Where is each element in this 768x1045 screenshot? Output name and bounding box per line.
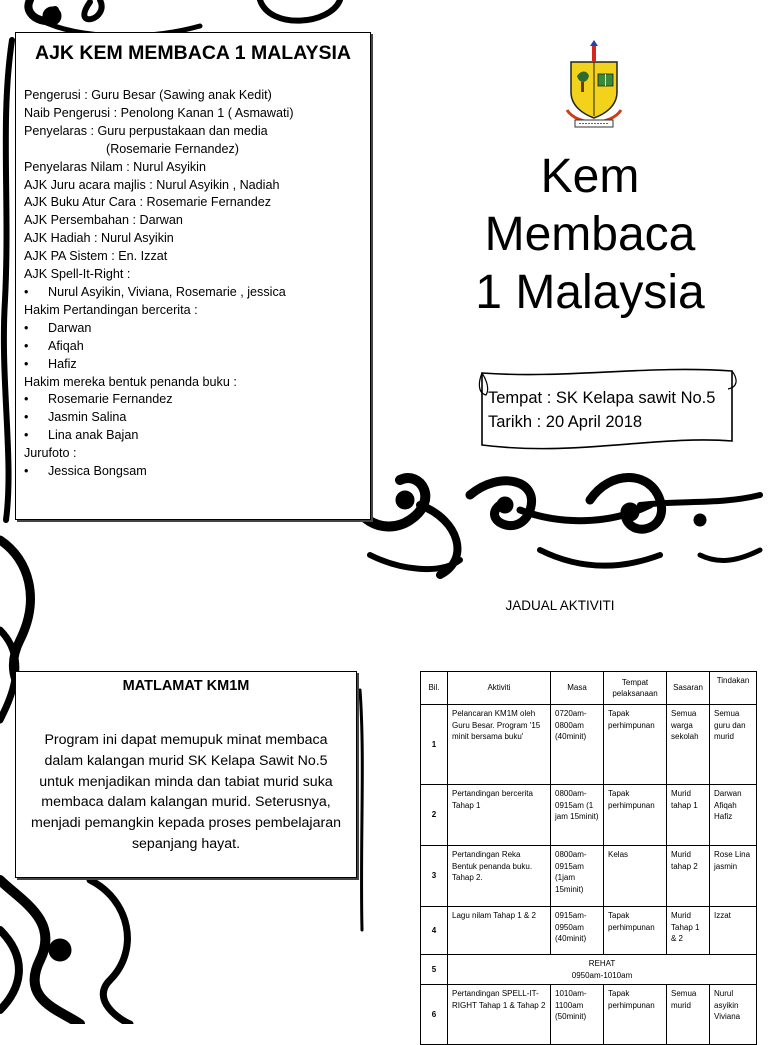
table-row-rehat xyxy=(421,955,757,985)
cell-tempat: Tapak perhimpunan xyxy=(604,985,667,1045)
matlamat-title: MATLAMAT KM1M xyxy=(122,678,250,694)
ajk-member-bullet: • Hafiz xyxy=(24,356,370,374)
table-header-row xyxy=(421,672,757,705)
ajk-member-bullet: • Nurul Asyikin, Viviana, Rosemarie , jessica xyxy=(24,284,370,302)
matlamat-body: Program ini dapat memupuk minat membaca dalam kalangan murid SK Kelapa Sawit No.5 untuk menjadikan minda dan tabiat murid suka membaca dalam kalangan murid. Seterusnya, menjadi pemangkin kepada proses pembelajaran sepanjang hayat. xyxy=(31,732,341,852)
column-header: Sasaran xyxy=(667,672,710,705)
cell-aktiviti: Pertandingan SPELL-IT-RIGHT Tahap 1 & Tahap 2 xyxy=(448,985,551,1045)
ajk-line: AJK Spell-It-Right : xyxy=(24,267,131,282)
column-header: Tindakan xyxy=(710,672,757,705)
cell-masa: 1010am-1100am (50minit) xyxy=(551,985,604,1045)
ajk-line: AJK Persembahan : Darwan xyxy=(24,213,183,228)
cell-tindakan: Nurul asyikin Viviana xyxy=(710,985,757,1045)
venue-info xyxy=(488,386,715,434)
venue-tarikh: Tarikh : 20 April 2018 xyxy=(488,413,643,431)
cell-bil: 3 xyxy=(421,846,448,907)
cell-tempat: Tapak perhimpunan xyxy=(604,785,667,846)
cell-sasaran: Murid tahap 1 xyxy=(667,785,710,846)
ajk-member-bullet: • Rosemarie Fernandez xyxy=(24,391,370,409)
cell-bil: 1 xyxy=(421,705,448,785)
cell-tindakan: Izzat xyxy=(710,907,757,955)
venue-tempat: Tempat : SK Kelapa sawit No.5 xyxy=(488,389,716,407)
cell-masa: 0800am-0915am (1 jam 15minit) xyxy=(551,785,604,846)
ajk-member-bullet: • Darwan xyxy=(24,320,370,338)
cell-aktiviti: Lagu nilam Tahap 1 & 2 xyxy=(448,907,551,955)
event-title-line: 1 Malaysia xyxy=(475,266,705,319)
ajk-title: AJK KEM MEMBACA 1 MALAYSIA xyxy=(35,42,351,64)
event-title xyxy=(440,148,740,322)
cell-tindakan: Rose Lina jasmin xyxy=(710,846,757,907)
cell-tindakan: Darwan Afiqah Hafiz xyxy=(710,785,757,846)
cell-tempat: Kelas xyxy=(604,846,667,907)
ajk-line: AJK Hadiah : Nurul Asyikin xyxy=(24,231,174,246)
table-row xyxy=(421,705,757,785)
schedule-title: JADUAL AKTIVITI xyxy=(505,598,615,613)
ajk-member-bullet: • Jasmin Salina xyxy=(24,409,370,427)
ajk-line: Hakim mereka bentuk penanda buku : xyxy=(24,374,237,389)
cell-masa: 0915am-0950am (40minit) xyxy=(551,907,604,955)
event-title-line: Kem xyxy=(540,150,640,203)
cell-sasaran: Semua murid xyxy=(667,985,710,1045)
event-title-line: Membaca xyxy=(484,208,696,261)
ajk-member-list xyxy=(24,87,370,481)
rehat-time: 0950am-1010am xyxy=(571,970,633,980)
ajk-line: Pengerusi : Guru Besar (Sawing anak Kedit) xyxy=(24,88,272,102)
cell-sasaran: Murid tahap 2 xyxy=(667,846,710,907)
table-row xyxy=(421,785,757,846)
ajk-member-bullet: • Lina anak Bajan xyxy=(24,427,370,445)
cell-bil: 5 xyxy=(421,955,448,985)
cell-sasaran: Semua warga sekolah xyxy=(667,705,710,785)
cell-aktiviti: Pelancaran KM1M oleh Guru Besar. Program '15 minit bersama buku' xyxy=(448,705,551,785)
school-crest-logo xyxy=(563,40,625,132)
cell-bil: 2 xyxy=(421,785,448,846)
cell-bil: 6 xyxy=(421,985,448,1045)
ajk-line: AJK Buku Atur Cara : Rosemarie Fernandez xyxy=(24,195,272,210)
ajk-line: Jurufoto : xyxy=(24,446,77,461)
table-row xyxy=(421,907,757,955)
column-header: Tempat pelaksanaan xyxy=(604,672,667,705)
ajk-line: AJK PA Sistem : En. Izzat xyxy=(24,249,168,264)
cell-bil: 4 xyxy=(421,907,448,955)
matlamat-panel xyxy=(15,671,357,878)
ajk-line: Penyelaras : Guru perpustakaan dan media xyxy=(24,123,268,138)
ajk-line: AJK Juru acara majlis : Nurul Asyikin , Nadiah xyxy=(24,177,280,192)
cell-tempat: Tapak perhimpunan xyxy=(604,705,667,785)
ajk-line: (Rosemarie Fernandez) xyxy=(106,141,239,156)
ajk-member-bullet: • Afiqah xyxy=(24,338,370,356)
cell-sasaran: Murid Tahap 1 & 2 xyxy=(667,907,710,955)
cell-masa: 0720am-0800am (40minit) xyxy=(551,705,604,785)
table-row xyxy=(421,846,757,907)
ajk-line: Naib Pengerusi : Penolong Kanan 1 ( Asmawati) xyxy=(24,105,294,120)
cell-tempat: Tapak perhimpunan xyxy=(604,907,667,955)
column-header: Bil. xyxy=(421,672,448,705)
ajk-member-bullet: • Jessica Bongsam xyxy=(24,463,370,481)
schedule-table xyxy=(420,671,757,1045)
cell-rehat xyxy=(448,955,757,985)
table-row xyxy=(421,985,757,1045)
ajk-line: Penyelaras Nilam : Nurul Asyikin xyxy=(24,159,206,174)
column-header: Masa xyxy=(551,672,604,705)
cell-aktiviti: Pertandingan bercerita Tahap 1 xyxy=(448,785,551,846)
ajk-line: Hakim Pertandingan bercerita : xyxy=(24,302,198,317)
ajk-committee-panel xyxy=(15,32,371,520)
cell-masa: 0800am-0915am (1jam 15minit) xyxy=(551,846,604,907)
column-header: Aktiviti xyxy=(448,672,551,705)
cell-aktiviti: Pertandingan Reka Bentuk penanda buku. Tahap 2. xyxy=(448,846,551,907)
cell-tindakan: Semua guru dan murid xyxy=(710,705,757,785)
rehat-label: REHAT xyxy=(588,959,616,968)
